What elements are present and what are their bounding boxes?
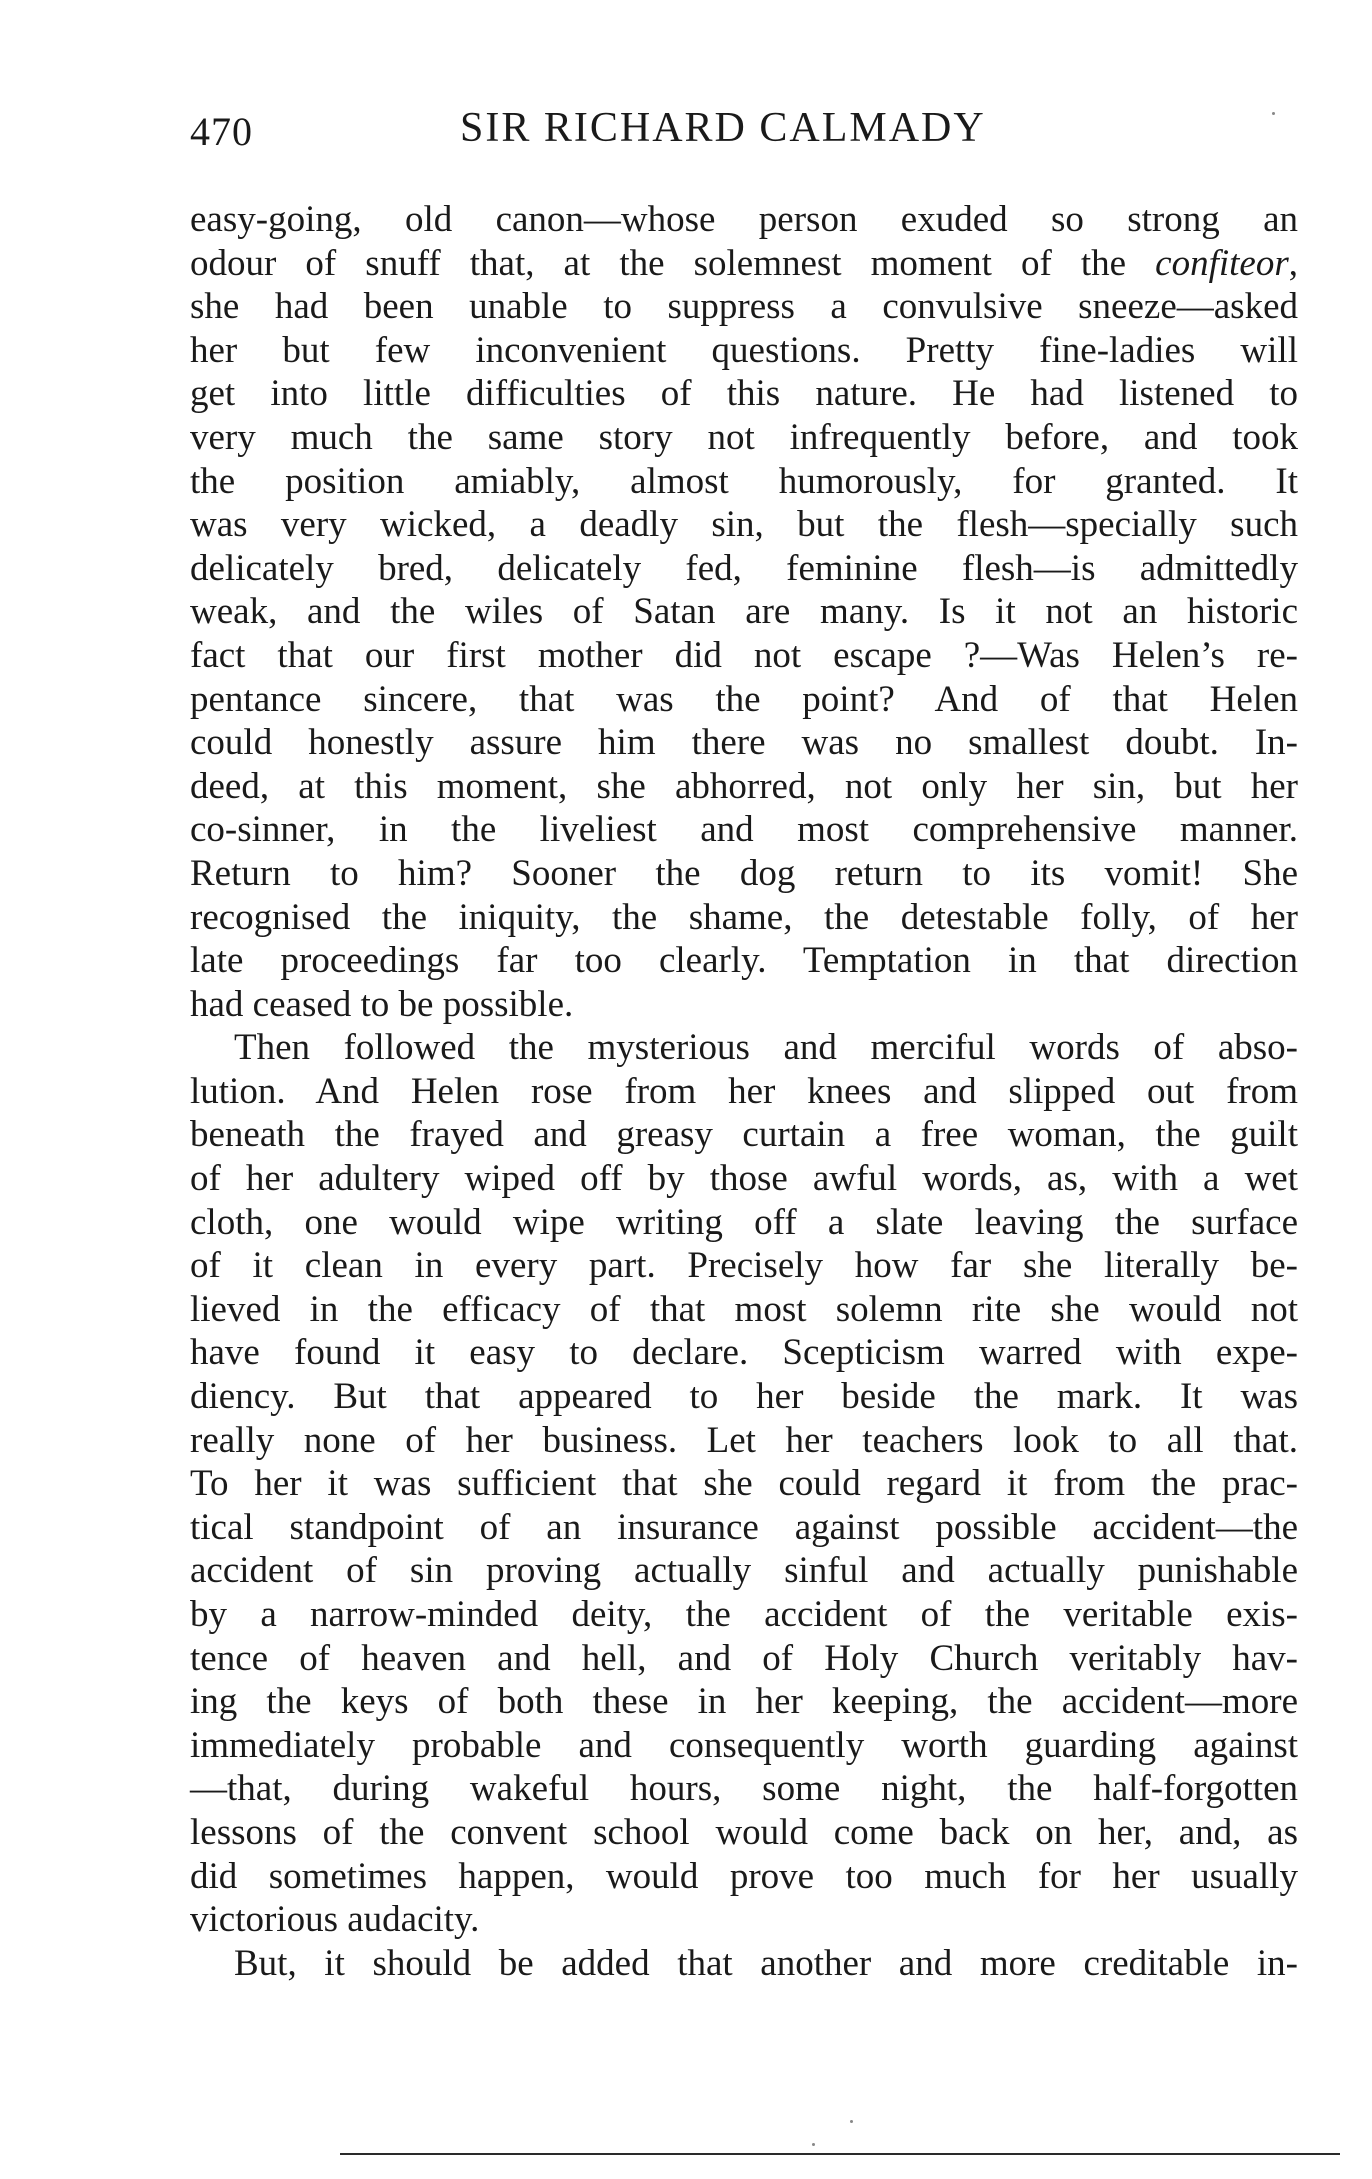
page-number: 470 — [190, 109, 253, 154]
text-line: of her adultery wiped off by those awful words, as, with a wet — [190, 1158, 1298, 1200]
text-line: tical standpoint of an insurance against possible accident—the — [190, 1506, 1298, 1548]
text-line: was very wicked, a deadly sin, but the flesh—specially such — [190, 504, 1298, 546]
text-line: had ceased to be possible. — [190, 983, 574, 1025]
text-line: diency. But that appeared to her beside the mark. It was — [190, 1376, 1298, 1418]
text-line: delicately bred, delicately fed, feminine flesh—is admittedly — [190, 547, 1298, 589]
text-line: deed, at this moment, she abhorred, not only her sin, but her — [190, 765, 1298, 807]
text-line: could honestly assure him there was no smallest doubt. In- — [190, 722, 1298, 764]
body-text — [190, 198, 1298, 1985]
text-line: recognised the iniquity, the shame, the detestable folly, of her — [190, 896, 1298, 938]
text-line: tence of heaven and hell, and of Holy Church veritably hav- — [190, 1637, 1298, 1679]
footer-rule — [340, 2153, 1340, 2155]
text-line: get into little difficulties of this nature. He had listened to — [190, 373, 1298, 415]
text-line: odour of snuff that, at the solemnest moment of the confiteor, — [190, 242, 1298, 284]
text-line: very much the same story not infrequently before, and took — [190, 416, 1298, 458]
text-line: —that, during wakeful hours, some night, the half-forgotten — [190, 1768, 1298, 1810]
text-line: by a narrow-minded deity, the accident of the veritable exis- — [190, 1594, 1298, 1635]
text-line: pentance sincere, that was the point? And of that Helen — [190, 678, 1298, 720]
text-line: But, it should be added that another and more creditable in- — [234, 1942, 1298, 1984]
text-line: lution. And Helen rose from her knees and slipped out from — [190, 1070, 1298, 1112]
text-line: lieved in the efficacy of that most solemn rite she would not — [190, 1288, 1298, 1330]
text-line: beneath the frayed and greasy curtain a free woman, the guilt — [190, 1114, 1298, 1156]
text-line: immediately probable and consequently worth guarding against — [190, 1724, 1298, 1766]
text-line: of it clean in every part. Precisely how far she literally be- — [190, 1245, 1298, 1287]
running-title: SIR RICHARD CALMADY — [460, 105, 986, 151]
text-line: did sometimes happen, would prove too much for her usually — [190, 1855, 1298, 1897]
paper-speck — [812, 2143, 815, 2146]
text-line: her but few inconvenient questions. Pretty fine-ladies will — [190, 329, 1298, 371]
page-header — [190, 104, 1300, 164]
text-line: To her it was sufficient that she could regard it from the prac- — [190, 1463, 1298, 1505]
text-line: co-sinner, in the liveliest and most comprehensive manner. — [190, 809, 1298, 851]
text-line: Return to him? Sooner the dog return to its vomit! She — [190, 852, 1298, 894]
text-line: lessons of the convent school would come back on her, and, as — [190, 1811, 1298, 1853]
text-line: fact that our first mother did not escape ?—Was Helen’s re- — [190, 634, 1298, 676]
text-line: late proceedings far too clearly. Temptation in that direction — [190, 940, 1298, 982]
text-line: ing the keys of both these in her keeping, the accident—more — [190, 1681, 1298, 1723]
text-line: easy-going, old canon—whose person exuded so strong an — [190, 199, 1298, 240]
text-line: Then followed the mysterious and merciful words of abso- — [234, 1027, 1298, 1069]
text-line: have found it easy to declare. Scepticism warred with expe- — [190, 1332, 1298, 1374]
text-line: she had been unable to suppress a convulsive sneeze—asked — [190, 286, 1298, 328]
text-line: accident of sin proving actually sinful and actually punishable — [190, 1550, 1298, 1592]
text-line: weak, and the wiles of Satan are many. Is it not an historic — [190, 591, 1298, 633]
paper-speck — [1272, 112, 1275, 115]
text-line: really none of her business. Let her teachers look to all that. — [190, 1419, 1298, 1461]
paper-speck — [850, 2120, 853, 2123]
text-line: the position amiably, almost humorously, for granted. It — [190, 460, 1298, 502]
text-line: victorious audacity. — [190, 1899, 480, 1941]
text-line: cloth, one would wipe writing off a slate leaving the surface — [190, 1201, 1298, 1243]
